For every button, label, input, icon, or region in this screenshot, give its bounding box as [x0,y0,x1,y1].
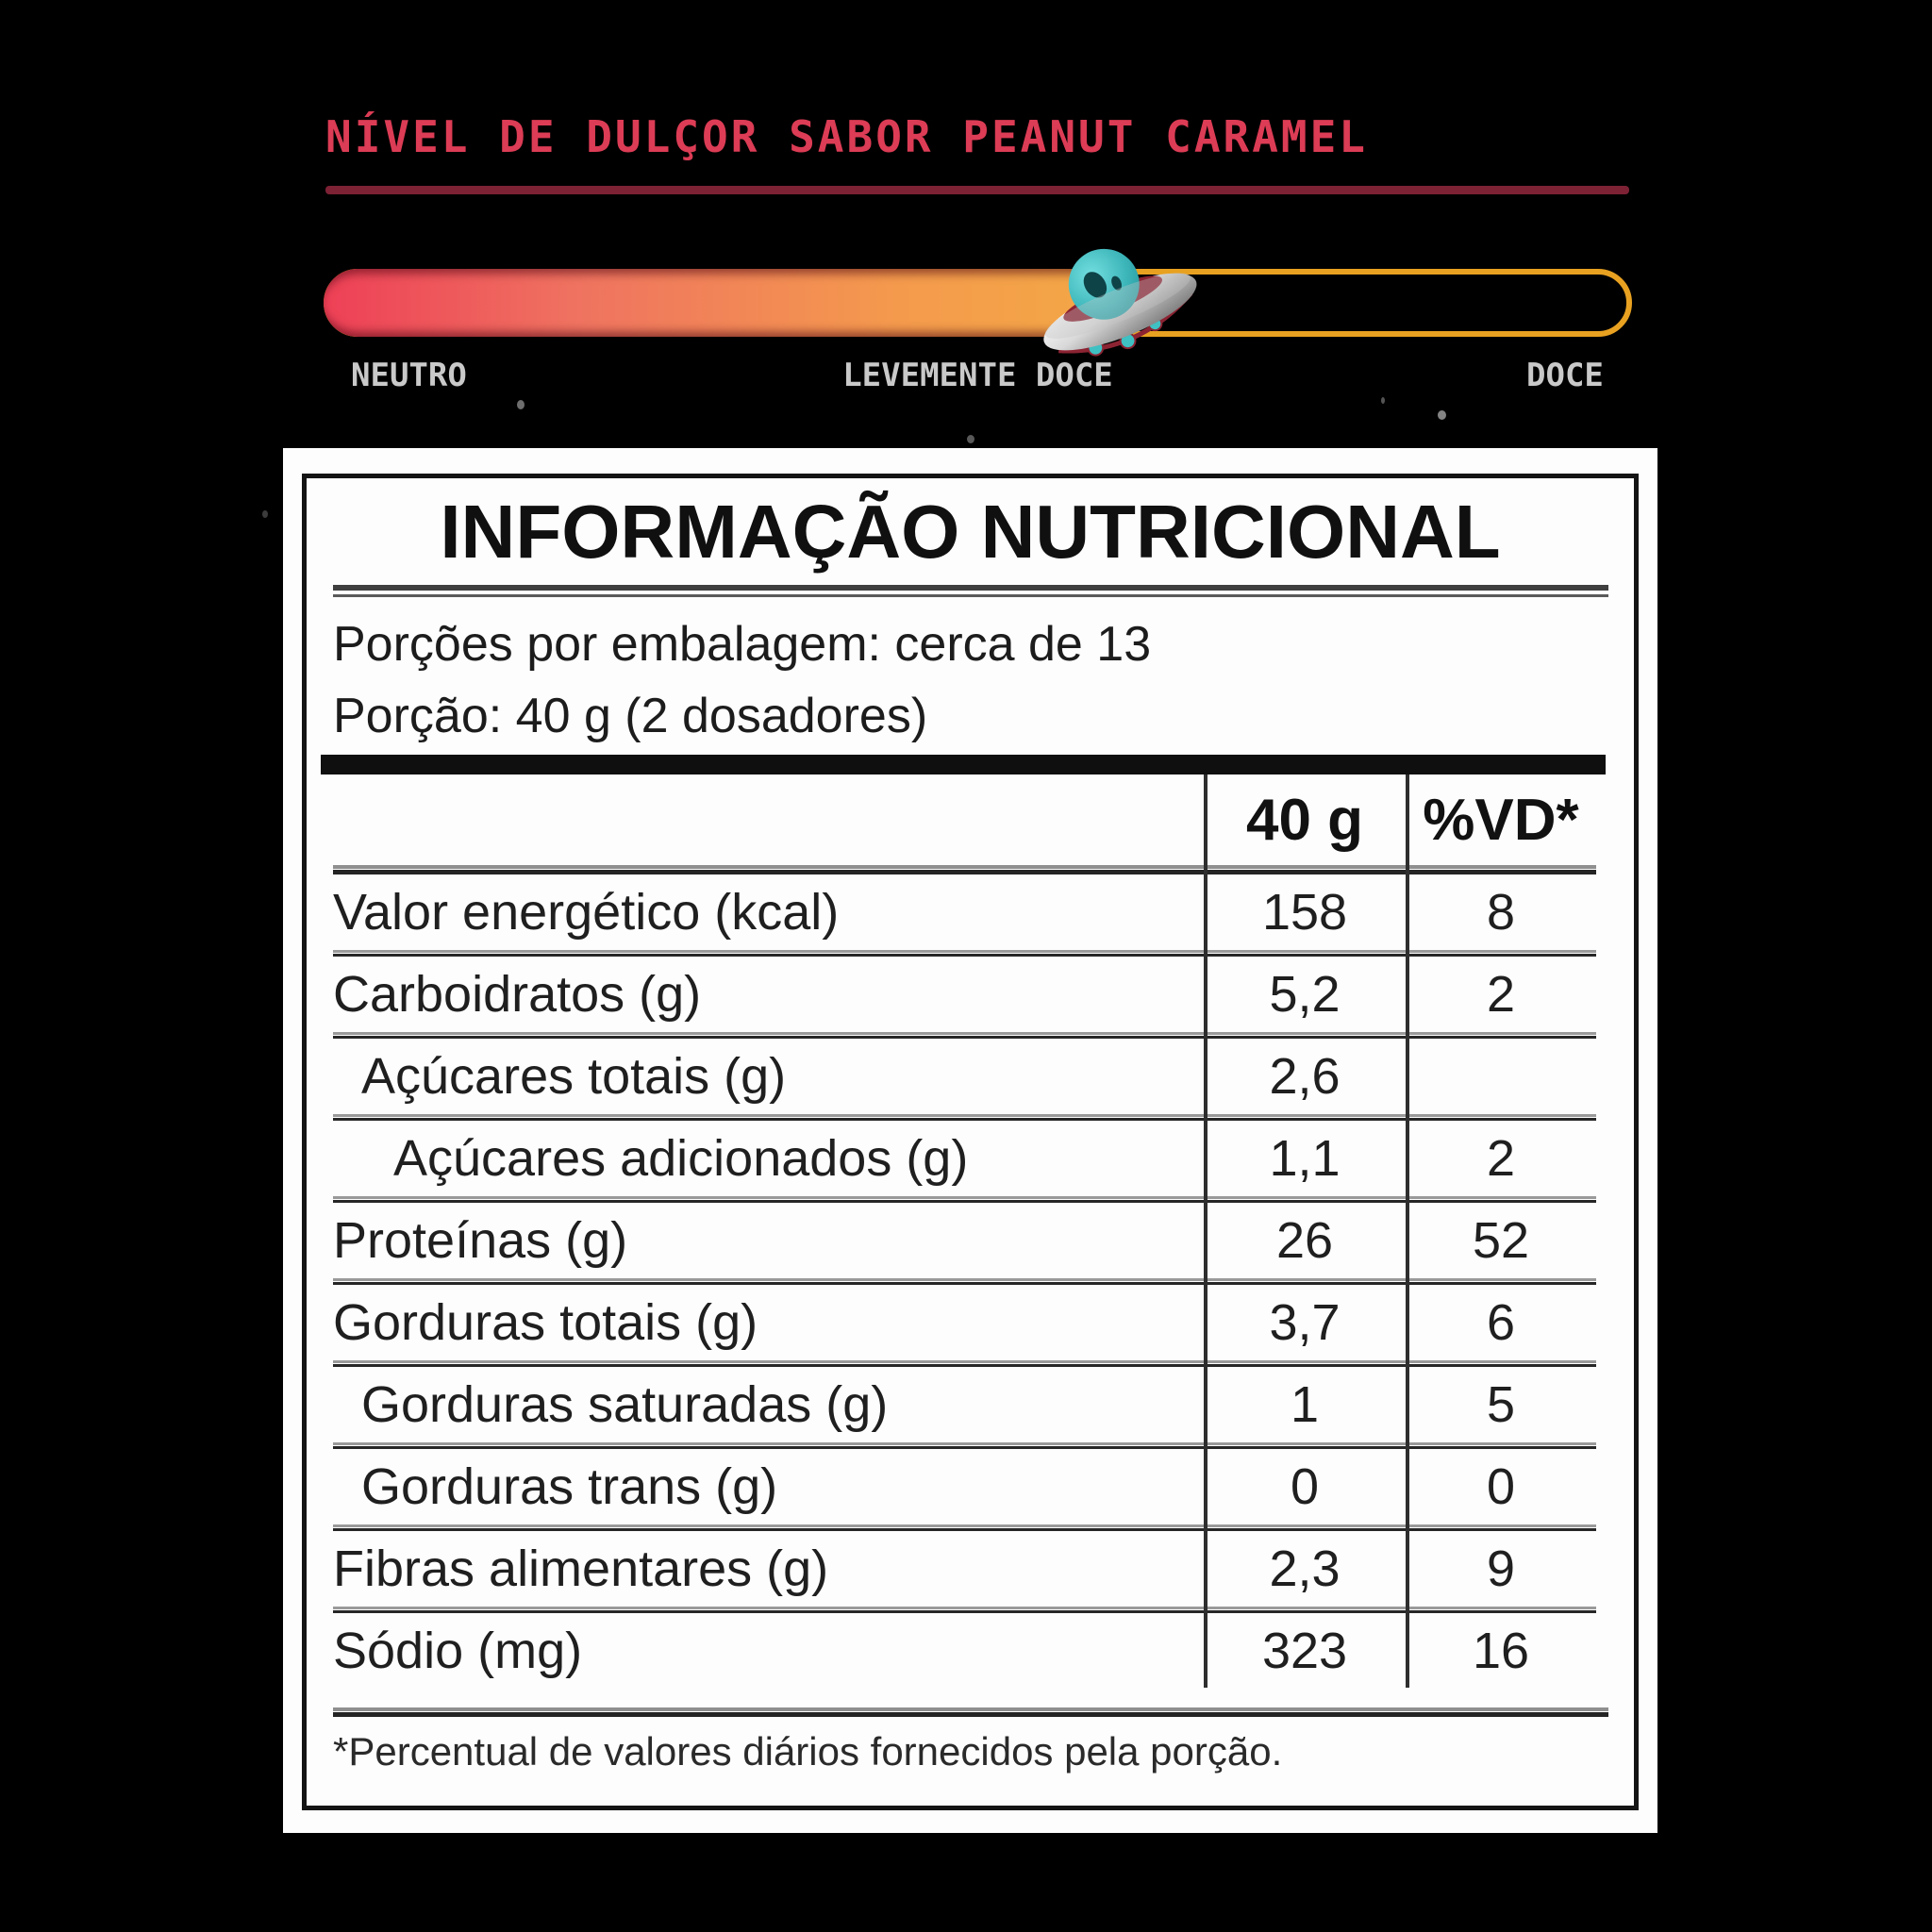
star-dot [517,400,525,409]
row-dv: 16 [1472,1623,1530,1679]
serving-info [333,608,1597,752]
row-amount: 1,1 [1269,1130,1341,1187]
star-dot [1381,397,1385,404]
row-dv: 0 [1486,1458,1516,1515]
row-amount: 323 [1261,1623,1348,1679]
sweetness-slider [324,269,1632,337]
nutrition-title: INFORMAÇÃO NUTRICIONAL [440,490,1501,574]
row-amount: 26 [1275,1212,1334,1269]
row-label: Gorduras trans (g) [361,1458,778,1515]
row-label: Carboidratos (g) [333,966,702,1023]
row-label: Valor energético (kcal) [333,884,840,941]
serving-size: Porção: 40 g (2 dosadores) [333,689,928,743]
row-amount: 2,6 [1269,1048,1341,1105]
header-amount: 40 g [1245,787,1364,853]
title-underline [325,186,1629,194]
slider-label-levemente-doce: LEVEMENTE DOCE [842,357,1113,394]
column-divider [1406,774,1409,1688]
slider-fill [324,269,1122,337]
row-amount: 2,3 [1269,1541,1341,1597]
section-divider-bar [321,755,1606,774]
ufo-icon [1021,238,1221,373]
row-label: Gorduras saturadas (g) [361,1376,889,1433]
row-label: Gorduras totais (g) [333,1294,758,1351]
slider-label-doce: DOCE [1526,357,1604,394]
row-dv: 9 [1486,1541,1516,1597]
row-label: Proteínas (g) [333,1212,628,1269]
row-dv: 52 [1472,1212,1530,1269]
star-dot [967,435,974,443]
row-amount: 1 [1290,1376,1320,1433]
row-amount: 158 [1261,884,1348,941]
column-divider [1204,774,1208,1688]
row-dv: 2 [1486,966,1516,1023]
row-amount: 5,2 [1269,966,1341,1023]
footnote: *Percentual de valores diários fornecidos pela porção. [333,1729,1283,1774]
nutrition-panel [283,448,1657,1833]
row-dv: 6 [1486,1294,1516,1351]
star-dot [1438,410,1446,420]
row-label: Sódio (mg) [333,1623,583,1679]
star-dot [262,510,268,518]
row-amount: 0 [1290,1458,1320,1515]
row-dv: 2 [1486,1130,1516,1187]
slider-label-neutro: NEUTRO [351,357,467,394]
header-dv: %VD* [1423,787,1579,853]
row-dv: 8 [1486,884,1516,941]
footnote-rule [333,1707,1608,1717]
servings-per-package: Porções por embalagem: cerca de 13 [333,617,1152,672]
row-dv: 5 [1486,1376,1516,1433]
row-label: Açúcares totais (g) [361,1048,787,1105]
row-amount: 3,7 [1269,1294,1341,1351]
title-rule [333,585,1608,597]
sweetness-title: NÍVEL DE DULÇOR SABOR PEANUT CARAMEL [325,111,1368,162]
row-label: Açúcares adicionados (g) [393,1130,969,1187]
row-label: Fibras alimentares (g) [333,1541,829,1597]
